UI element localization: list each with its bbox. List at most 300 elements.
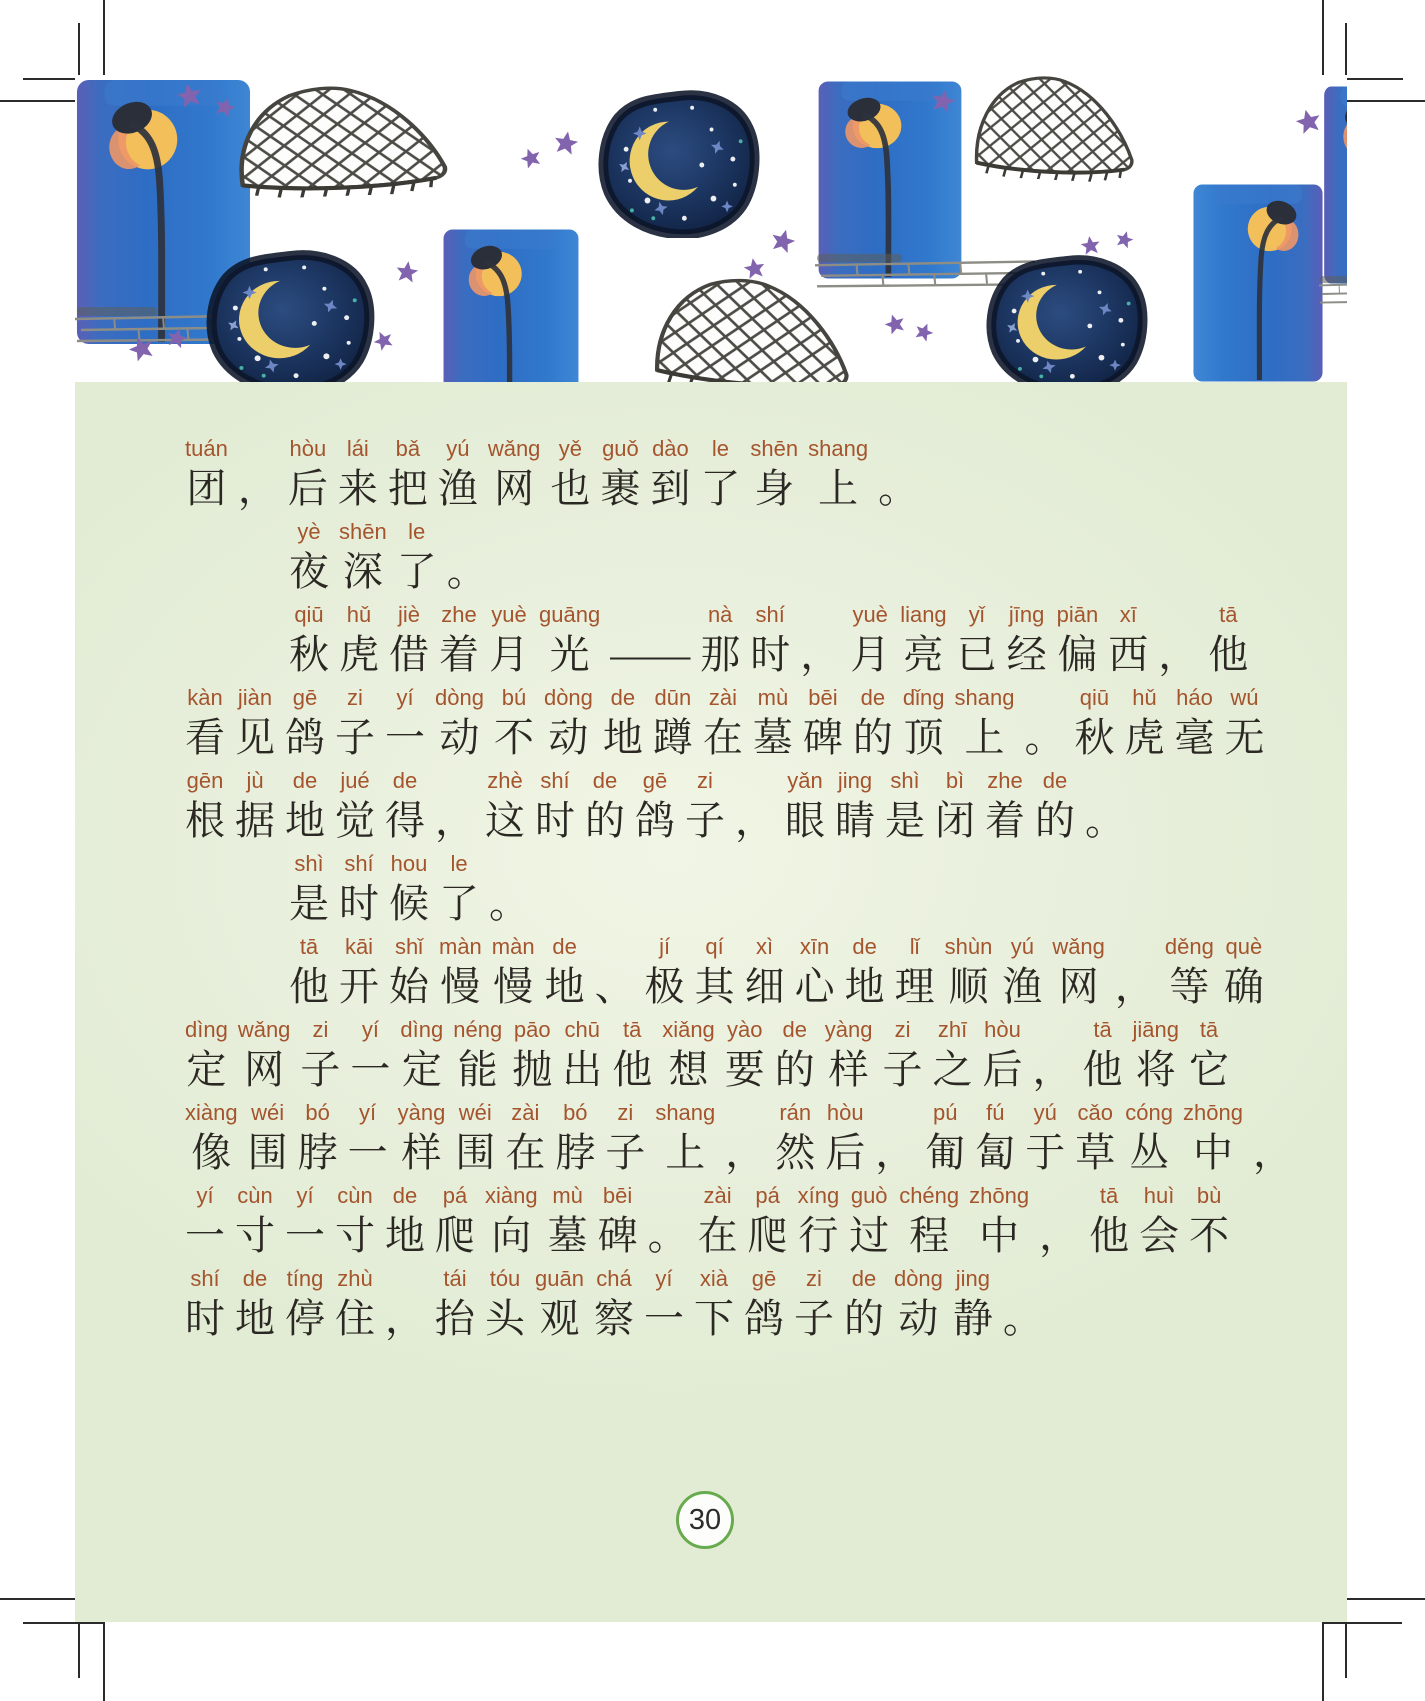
pinyin-text: jiè (397, 602, 420, 627)
pinyin-hanzi-token (1253, 1101, 1293, 1178)
hanzi-text: 之 (932, 1047, 973, 1092)
pinyin-text: fú (986, 1100, 1005, 1125)
hanzi-text: 围 (247, 1130, 288, 1175)
pinyin-text: néng (453, 1017, 503, 1042)
pinyin-hanzi-token (1075, 1101, 1115, 1178)
pinyin-hanzi-token (953, 1267, 993, 1344)
pinyin-hanzi-token (389, 935, 429, 1012)
hanzi-text: 得 (385, 798, 425, 843)
pinyin-text: zi (617, 1100, 634, 1125)
pinyin-hanzi-token (435, 686, 484, 763)
pinyin-text: wú (1230, 685, 1259, 710)
pinyin-hanzi-token (485, 1184, 538, 1261)
hanzi-text: 像 (191, 1130, 232, 1175)
hanzi-text: 慢 (493, 964, 534, 1009)
pinyin-text: háo (1176, 685, 1213, 710)
pinyin-text: tíng (286, 1266, 324, 1291)
hanzi-text: 上 (964, 715, 1005, 760)
pinyin-hanzi-token (438, 437, 478, 514)
hanzi-text: —— (610, 632, 691, 677)
hanzi-text: 的 (585, 798, 625, 843)
pinyin-text: xiàng (185, 1100, 238, 1125)
hanzi-text: 秋 (289, 632, 329, 677)
pinyin-hanzi-token (945, 935, 993, 1012)
pinyin-hanzi-token (612, 1018, 652, 1095)
pinyin-text: de (592, 768, 618, 793)
pinyin-text: shí (344, 851, 374, 876)
hanzi-text: 的 (1035, 798, 1075, 843)
hanzi-text: 向 (491, 1213, 532, 1258)
pinyin-hanzi-token (735, 769, 775, 846)
hanzi-text: 着 (439, 632, 479, 677)
pinyin-text: de (392, 1183, 418, 1208)
pinyin-text: yàng (397, 1100, 446, 1125)
pinyin-hanzi-token (185, 1018, 228, 1095)
pinyin-hanzi-token (285, 1184, 325, 1261)
pinyin-text: xiàng (485, 1183, 538, 1208)
pinyin-hanzi-token (562, 1018, 602, 1095)
pinyin-hanzi-token (957, 603, 997, 680)
pinyin-hanzi-token (185, 437, 228, 514)
pinyin-hanzi-token (485, 1267, 525, 1344)
pinyin-hanzi-token (655, 1101, 715, 1178)
pinyin-hanzi-token (289, 852, 329, 929)
hanzi-text: 虎 (339, 632, 379, 677)
pinyin-hanzi-token (698, 1184, 738, 1261)
hanzi-text: 子 (300, 1047, 341, 1092)
pinyin-hanzi-token (285, 686, 325, 763)
pinyin-hanzi-token (1002, 935, 1042, 1012)
text-line (185, 1018, 1275, 1101)
pinyin-text: de (1042, 768, 1068, 793)
hanzi-text: 一 (285, 1213, 325, 1258)
pinyin-hanzi-token (635, 769, 675, 846)
hanzi-text: 细 (744, 964, 785, 1009)
pinyin-text: xíng (797, 1183, 840, 1208)
pinyin-text: pú (933, 1100, 958, 1125)
hanzi-text: 定 (401, 1047, 442, 1092)
hanzi-text: 行 (798, 1213, 839, 1258)
pinyin-hanzi-token (808, 437, 868, 514)
hanzi-text: 草 (1075, 1130, 1116, 1175)
hanzi-text: 无 (1224, 715, 1265, 760)
hanzi-text: 地 (544, 964, 585, 1009)
pinyin-text: wǎng (1052, 934, 1105, 959)
hanzi-text: 鸽 (285, 715, 325, 760)
pinyin-hanzi-token (235, 769, 275, 846)
hanzi-text: 子 (793, 1296, 834, 1341)
lamp-figure-illustration (1323, 85, 1347, 285)
pinyin-hanzi-token (1183, 1101, 1243, 1178)
pinyin-hanzi-token (853, 686, 893, 763)
pinyin-hanzi-token (285, 769, 325, 846)
pinyin-text: jing (837, 768, 873, 793)
pinyin-text: yè (297, 519, 321, 544)
pinyin-hanzi-token (439, 935, 482, 1012)
hanzi-text: 。 (1085, 798, 1125, 843)
hanzi-text: 借 (389, 632, 429, 677)
pinyin-text: màn (491, 934, 535, 959)
pinyin-text: shì (294, 851, 324, 876)
pinyin-text: pāo (513, 1017, 551, 1042)
night-sky-moon-illustration (205, 250, 377, 382)
text-block (185, 436, 1293, 1350)
hanzi-text: 地 (602, 715, 643, 760)
hanzi-text: 它 (1189, 1047, 1229, 1092)
night-sky-moon-illustration (985, 255, 1150, 382)
pinyin-hanzi-token (603, 686, 643, 763)
pinyin-text: zi (697, 768, 713, 793)
pinyin-text: qiū (294, 602, 324, 627)
pinyin-text: yuè (491, 602, 527, 627)
pinyin-hanzi-token (385, 686, 425, 763)
pinyin-hanzi-token (385, 769, 425, 846)
pinyin-text: lái (346, 436, 369, 461)
pinyin-hanzi-token (238, 1018, 291, 1095)
decorative-header (75, 75, 1347, 382)
text-line (185, 603, 1275, 686)
hanzi-text: 光 (549, 632, 590, 677)
pinyin-hanzi-token (1208, 603, 1248, 680)
pinyin-hanzi-token (389, 603, 429, 680)
pinyin-hanzi-token (700, 437, 740, 514)
pinyin-hanzi-token (645, 935, 685, 1012)
hanzi-text: ， (435, 798, 475, 843)
pinyin-hanzi-token (1074, 686, 1114, 763)
pinyin-hanzi-token (900, 603, 946, 680)
pinyin-text: yí (296, 1183, 314, 1208)
pinyin-hanzi-token (335, 1184, 375, 1261)
pinyin-hanzi-token (925, 1101, 965, 1178)
hanzi-text: 了 (700, 466, 741, 511)
hanzi-text: 是 (289, 881, 329, 926)
pinyin-hanzi-token (439, 603, 479, 680)
pinyin-text: shang (655, 1100, 716, 1125)
text-line (185, 520, 1275, 603)
pinyin-hanzi-token (1158, 603, 1198, 680)
pinyin-text: shí (190, 1266, 220, 1291)
pinyin-text: le (711, 436, 729, 461)
star-icon (928, 86, 959, 117)
hanzi-text: 出 (562, 1047, 603, 1092)
star-icon (767, 225, 799, 257)
pinyin-text: bù (1196, 1183, 1222, 1208)
hanzi-text: 网 (244, 1047, 285, 1092)
pinyin-text: dòng (543, 685, 593, 710)
pinyin-text: zhe (987, 768, 1023, 793)
pinyin-hanzi-token (844, 1267, 884, 1344)
hanzi-text: 寸 (335, 1213, 375, 1258)
hanzi-text: 观 (539, 1296, 580, 1341)
star-icon (1292, 105, 1325, 138)
pinyin-hanzi-token (744, 1267, 784, 1344)
pinyin-hanzi-token (1033, 1018, 1073, 1095)
pinyin-text: yǎn (787, 768, 823, 793)
pinyin-hanzi-token (335, 769, 375, 846)
pinyin-text: màn (439, 934, 482, 959)
pinyin-hanzi-token (235, 1267, 275, 1344)
pinyin-text: yí (361, 1017, 379, 1042)
hanzi-text: 子 (605, 1130, 646, 1175)
pinyin-hanzi-token (548, 1184, 588, 1261)
pinyin-hanzi-token (1089, 1184, 1129, 1261)
pinyin-text: jù (246, 768, 264, 793)
pinyin-hanzi-token (512, 1018, 552, 1095)
hanzi-text: 静 (952, 1296, 993, 1341)
hanzi-text: 匍 (925, 1130, 966, 1175)
pinyin-text: de (860, 685, 886, 710)
star-icon (1113, 228, 1137, 252)
pinyin-hanzi-token (875, 1101, 915, 1178)
hanzi-text: 的 (843, 1296, 884, 1341)
pinyin-hanzi-token (955, 686, 1015, 763)
hanzi-text: 网 (494, 466, 535, 511)
pinyin-hanzi-token (1125, 1101, 1173, 1178)
hanzi-text: 碑 (597, 1213, 638, 1258)
pinyin-text: de (292, 768, 318, 793)
pinyin-text: yú (1010, 934, 1034, 959)
hanzi-text: 一 (643, 1296, 684, 1341)
pinyin-hanzi-token (605, 1101, 645, 1178)
pinyin-text: pá (442, 1183, 468, 1208)
text-line (185, 1100, 1293, 1184)
pinyin-text: shì (890, 768, 920, 793)
pinyin-hanzi-token (385, 1267, 425, 1344)
pinyin-hanzi-token (300, 1018, 340, 1095)
pinyin-text: jué (340, 768, 370, 793)
pinyin-text: lǐ (909, 934, 920, 959)
hanzi-text: 了 (396, 549, 437, 594)
pinyin-text: de (782, 1017, 808, 1042)
hanzi-text: 动 (439, 715, 480, 760)
hanzi-text: 丛 (1129, 1130, 1170, 1175)
hanzi-text: 见 (235, 715, 275, 760)
pinyin-hanzi-token (895, 935, 935, 1012)
pinyin-text: cóng (1125, 1100, 1173, 1125)
pinyin-hanzi-token (595, 935, 635, 1012)
pinyin-text: shí (755, 602, 785, 627)
night-sky-moon-illustration (597, 90, 762, 238)
pinyin-text: jīng (1008, 602, 1045, 627)
pinyin-text: tā (299, 934, 319, 959)
pinyin-hanzi-token (385, 1184, 425, 1261)
hanzi-text: 定 (186, 1047, 227, 1092)
hanzi-text: 一 (185, 1213, 225, 1258)
hanzi-text: 能 (457, 1047, 498, 1092)
pinyin-text: hòu (826, 1100, 864, 1125)
hanzi-text: 他 (1208, 632, 1249, 677)
hanzi-text: 毫 (1174, 715, 1215, 760)
pinyin-text: jing (955, 1266, 991, 1291)
pinyin-text: mù (757, 685, 789, 710)
pinyin-text: dào (652, 436, 689, 461)
pinyin-hanzi-token (585, 769, 625, 846)
hanzi-text: 后 (287, 466, 328, 511)
pinyin-hanzi-token (447, 520, 487, 597)
hanzi-text: 觉 (335, 798, 375, 843)
hanzi-text: 的 (852, 715, 893, 760)
hanzi-text: 头 (485, 1296, 525, 1341)
pinyin-text: zài (708, 685, 737, 710)
pinyin-text: guò (850, 1183, 888, 1208)
text-line (185, 686, 1275, 769)
pinyin-hanzi-token (878, 437, 918, 514)
story-panel (75, 382, 1347, 1622)
pinyin-hanzi-token (748, 1184, 788, 1261)
fishing-net-illustration (228, 80, 457, 200)
pinyin-text: chū (564, 1017, 600, 1042)
pinyin-text: gē (292, 685, 318, 710)
hanzi-text: 。 (446, 549, 487, 594)
pinyin-hanzi-token (485, 769, 525, 846)
hanzi-text: 会 (1139, 1213, 1180, 1258)
pinyin-text: gē (751, 1266, 777, 1291)
pinyin-text: cùn (337, 1183, 373, 1208)
hanzi-text: ， (1032, 1047, 1073, 1092)
pinyin-hanzi-token (185, 686, 225, 763)
hanzi-text: 停 (285, 1296, 325, 1341)
hanzi-text: 极 (644, 964, 685, 1009)
pavement-illustration (1319, 273, 1347, 308)
hanzi-text: 开 (339, 964, 379, 1009)
hanzi-text: 在 (697, 1213, 738, 1258)
pinyin-hanzi-token (798, 1184, 840, 1261)
hanzi-text: 。 (1024, 715, 1065, 760)
text-line (185, 769, 1275, 852)
hanzi-text: 已 (956, 632, 997, 677)
pinyin-text: tā (1219, 602, 1238, 627)
hanzi-text: 慢 (440, 964, 481, 1009)
hanzi-text: 于 (1025, 1130, 1066, 1175)
pinyin-hanzi-token (894, 1267, 943, 1344)
pinyin-hanzi-token (983, 1018, 1023, 1095)
pinyin-text: yí (359, 1100, 377, 1125)
hanzi-text: 鸽 (635, 798, 675, 843)
pinyin-hanzi-token (662, 1018, 715, 1095)
pinyin-text: yú (1033, 1100, 1057, 1125)
pinyin-text: gēn (186, 768, 224, 793)
pinyin-text: qiū (1079, 685, 1110, 710)
hanzi-text: ， (800, 632, 841, 677)
text-line (185, 1184, 1275, 1267)
pinyin-hanzi-token (1115, 935, 1155, 1012)
pinyin-hanzi-token (289, 603, 329, 680)
pinyin-hanzi-token (488, 437, 541, 514)
hanzi-text: 根 (185, 798, 225, 843)
hanzi-text: 他 (289, 964, 329, 1009)
pinyin-hanzi-token (285, 1267, 325, 1344)
hanzi-text: 不 (1189, 1213, 1230, 1258)
pinyin-hanzi-token (825, 1101, 865, 1178)
pinyin-text: liang (900, 602, 947, 627)
fishing-net-illustration (967, 75, 1144, 184)
pinyin-text: dūn (654, 685, 692, 710)
pinyin-hanzi-token (899, 1184, 959, 1261)
hanzi-text: 动 (898, 1296, 939, 1341)
pinyin-text: bó (305, 1100, 330, 1125)
pinyin-hanzi-token (1165, 935, 1214, 1012)
pinyin-text: dìng (185, 1017, 228, 1042)
pinyin-hanzi-token (335, 1267, 375, 1344)
pinyin-hanzi-token (775, 1018, 815, 1095)
hanzi-text: 始 (389, 964, 429, 1009)
pinyin-text: yí (396, 685, 414, 710)
pinyin-hanzi-token (489, 852, 529, 929)
pinyin-text: xiǎng (662, 1017, 715, 1042)
hanzi-text: 匐 (975, 1130, 1016, 1175)
hanzi-text: 抛 (512, 1047, 553, 1092)
hanzi-text: 的 (774, 1047, 815, 1092)
pinyin-text: guǒ (602, 436, 639, 461)
hanzi-text: 着 (985, 798, 1025, 843)
hanzi-text: 不 (493, 715, 534, 760)
pinyin-hanzi-token (535, 769, 575, 846)
pinyin-text: nà (707, 602, 733, 627)
pinyin-hanzi-token (1224, 686, 1264, 763)
pinyin-text: qí (705, 934, 724, 959)
pinyin-text: gē (642, 768, 668, 793)
pinyin-text: kàn (187, 685, 223, 710)
pinyin-hanzi-token (289, 935, 329, 1012)
star-icon (551, 128, 581, 158)
pinyin-hanzi-token (969, 1184, 1029, 1261)
hanzi-text: 将 (1135, 1047, 1176, 1092)
hanzi-text: 在 (702, 715, 743, 760)
pinyin-text: dòng (893, 1266, 943, 1291)
star-icon (517, 144, 545, 172)
hanzi-text: 是 (885, 798, 925, 843)
pinyin-hanzi-token (800, 603, 840, 680)
pinyin-hanzi-token (339, 603, 379, 680)
hanzi-text: ， (1158, 632, 1199, 677)
pinyin-text: tuán (185, 436, 228, 461)
hanzi-text: 睛 (835, 798, 875, 843)
pinyin-text: shēn (750, 436, 799, 461)
pinyin-text: xì (756, 934, 774, 959)
pinyin-text: yuè (852, 602, 888, 627)
pinyin-hanzi-token (1052, 935, 1105, 1012)
hanzi-text: 到 (650, 466, 691, 511)
pinyin-text: wéi (251, 1100, 285, 1125)
pinyin-text: de (242, 1266, 268, 1291)
hanzi-text: 。 (647, 1213, 688, 1258)
pinyin-hanzi-token (1007, 603, 1047, 680)
hanzi-text: ， (725, 1130, 766, 1175)
pinyin-text: tā (623, 1017, 642, 1042)
hanzi-text: 程 (909, 1213, 950, 1258)
hanzi-text: 脖 (555, 1130, 596, 1175)
pinyin-text: zài (511, 1100, 540, 1125)
pinyin-hanzi-token (397, 520, 437, 597)
pinyin-hanzi-token (648, 1184, 688, 1261)
hanzi-text: 想 (668, 1047, 709, 1092)
pinyin-text: bǎ (395, 436, 421, 461)
pinyin-text: de (552, 934, 577, 959)
hanzi-text: 西 (1108, 632, 1149, 677)
pinyin-hanzi-token (289, 520, 329, 597)
hanzi-text: 下 (693, 1296, 734, 1341)
pinyin-hanzi-token (750, 603, 790, 680)
hanzi-text: 眼 (785, 798, 825, 843)
hanzi-text: 子 (882, 1047, 923, 1092)
hanzi-text: 理 (894, 964, 935, 1009)
hanzi-text: 等 (1169, 964, 1210, 1009)
pinyin-hanzi-token (1139, 1184, 1179, 1261)
pinyin-hanzi-token (610, 603, 690, 680)
hanzi-text: 了 (439, 881, 479, 926)
pinyin-text: tā (1199, 1017, 1219, 1042)
pinyin-hanzi-token (1057, 603, 1099, 680)
